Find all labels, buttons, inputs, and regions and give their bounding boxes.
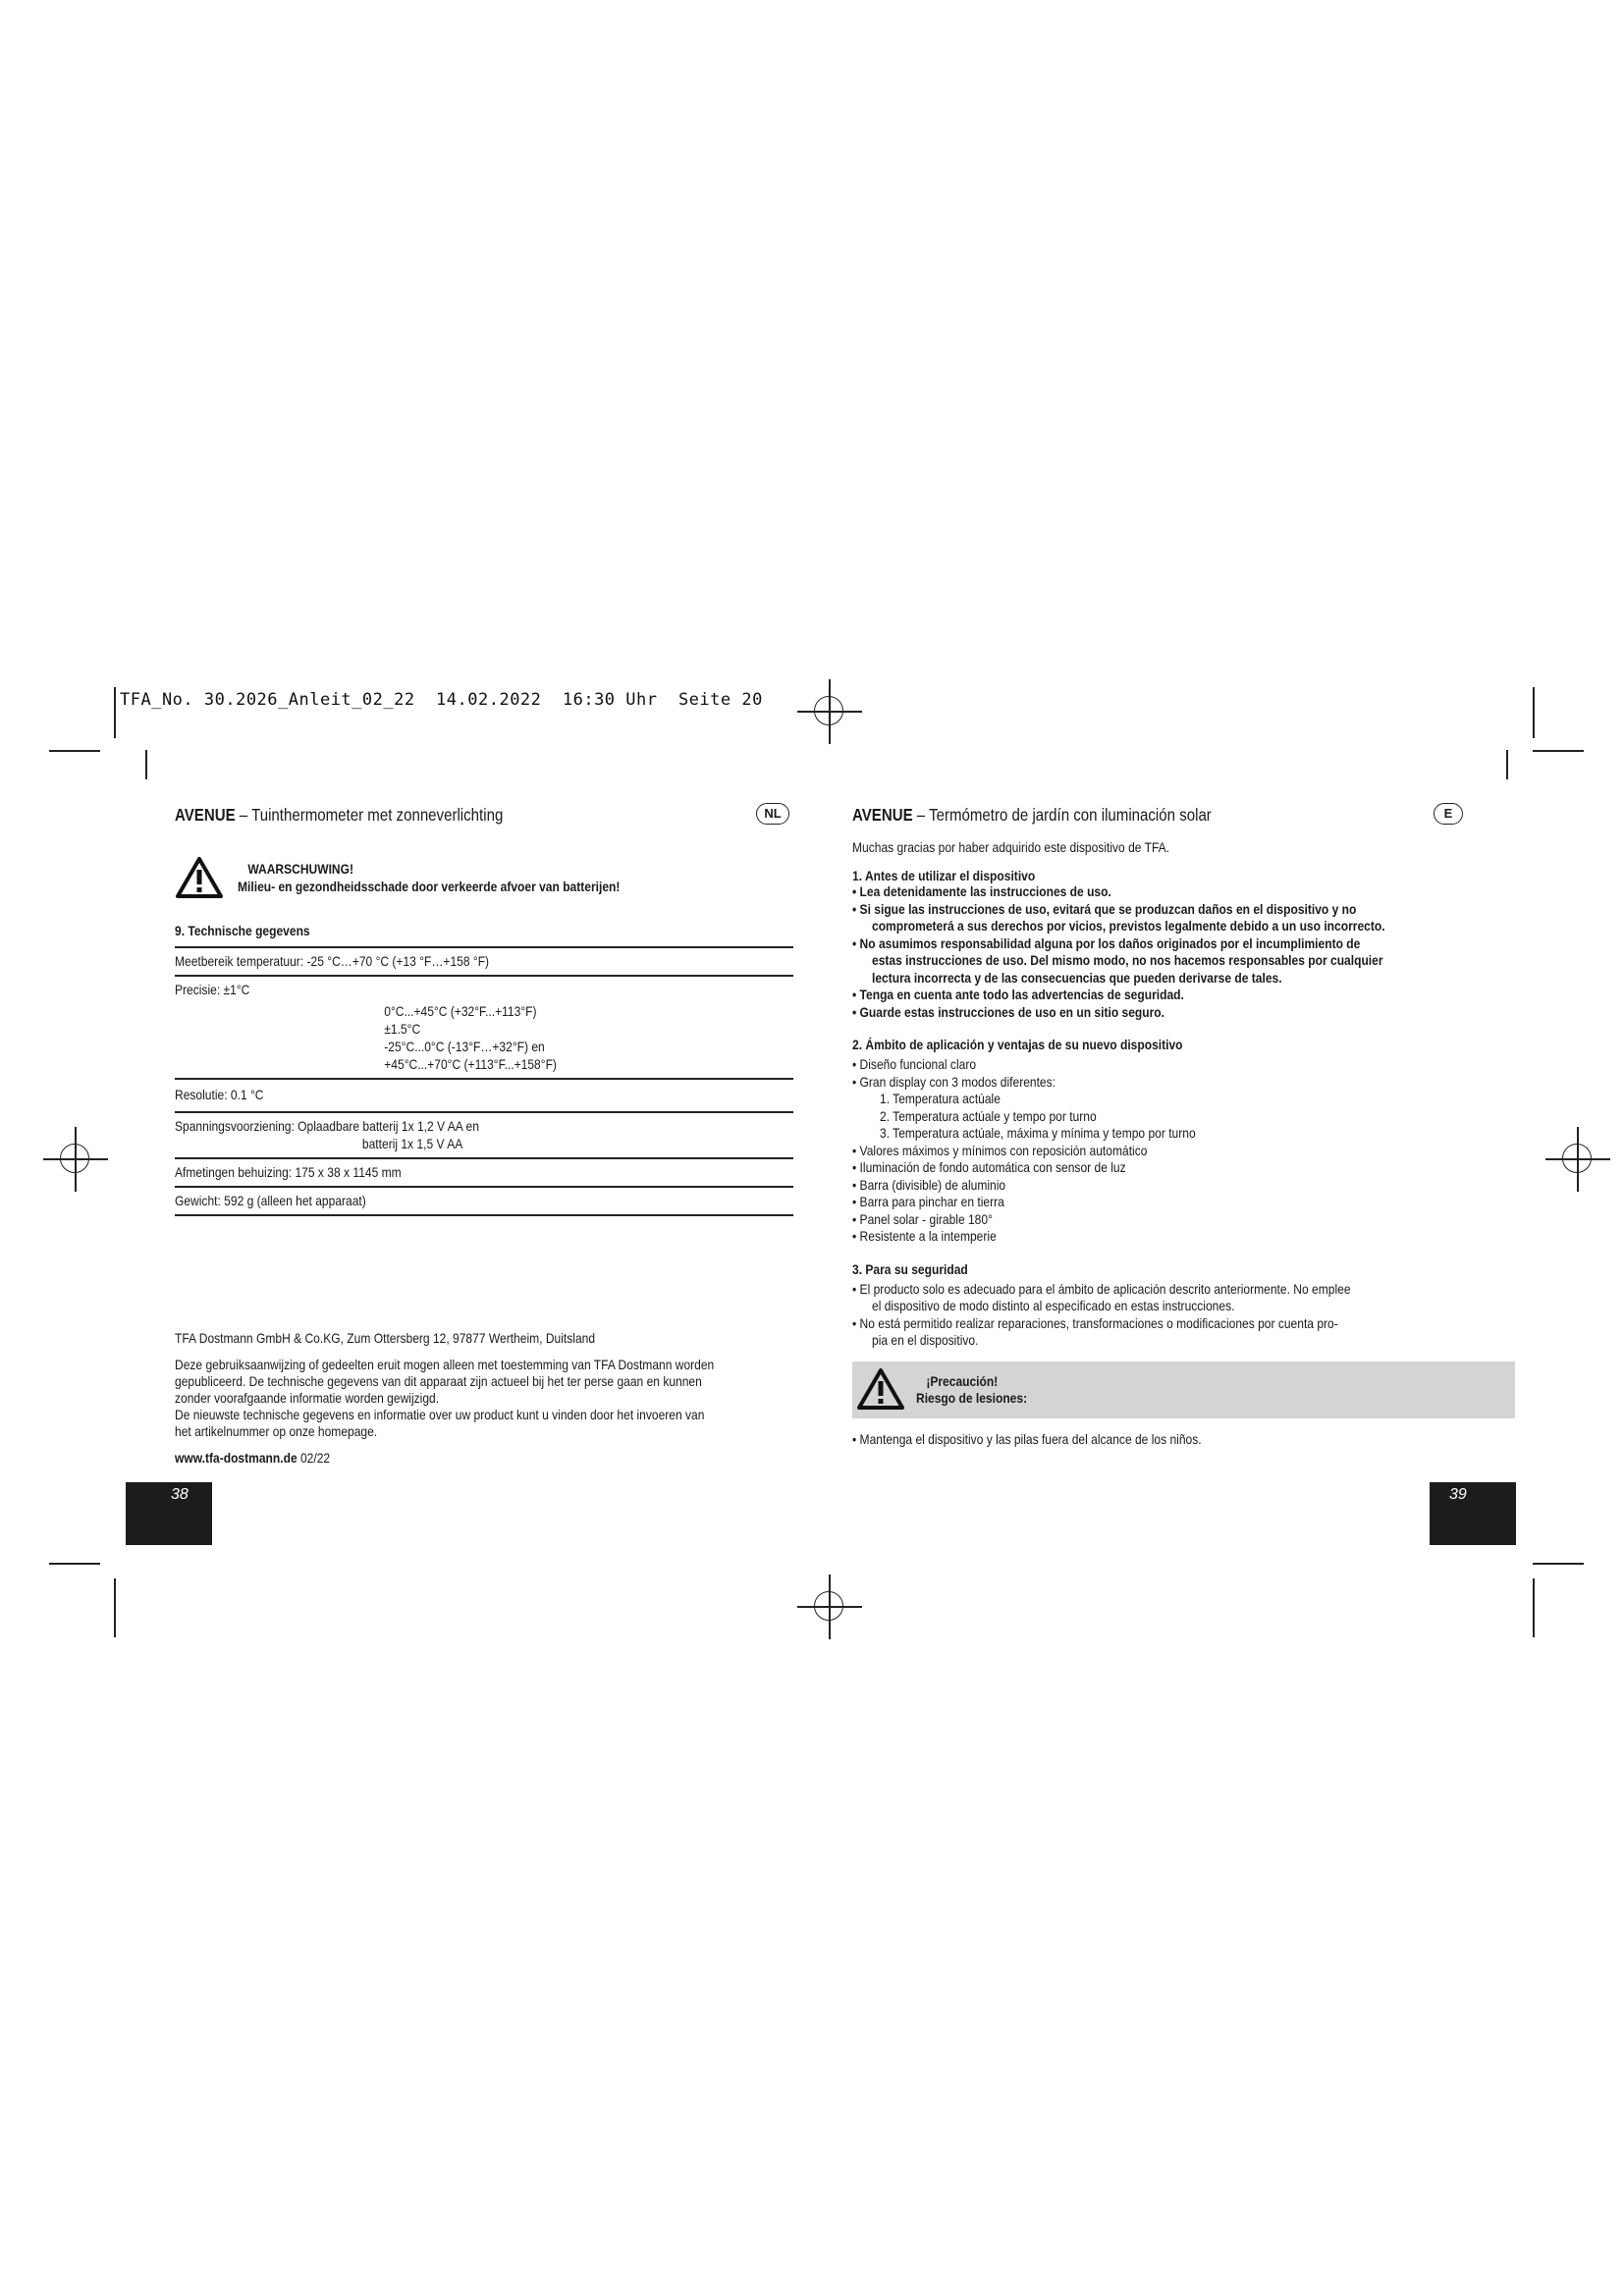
list-item: • Gran display con 3 modos diferentes: <box>852 1073 1056 1090</box>
page-title: AVENUE – Tuinthermometer met zonneverlichting <box>175 805 504 825</box>
caution-text: ¡Precaución! Riesgo de lesiones: <box>916 1372 1028 1406</box>
warning-text: WAARSCHUWING! Milieu- en gezondheidsschade door verkeerde afvoer van batterijen! <box>238 861 621 894</box>
list-item: • Valores máximos y mínimos con reposición automático <box>852 1142 1148 1158</box>
spec-row-precision: Precisie: ±1°C 0°C...+45°C (+32°F...+113°F) ±1.5°C -25°C...0°C (-13°F…+32°F) en +45°C...+70°C (+113°F...+158°F) <box>175 975 793 1078</box>
features-list <box>852 1056 1515 1246</box>
page-number: 38 <box>171 1486 189 1503</box>
spec-row-weight: Gewicht: 592 g (alleen het apparaat) <box>175 1186 793 1216</box>
legal-text-line: zonder voorafgaande informatie worden gewijzigd. <box>175 1390 440 1406</box>
list-item: • Panel solar - girable 180° <box>852 1210 993 1227</box>
safety-list <box>852 1281 1515 1350</box>
list-item: comprometerá a sus derechos por vicios, previstos legalmente debido a un uso incorrecto. <box>872 918 1385 934</box>
warning-triangle-icon <box>175 856 224 899</box>
warning-triangle-icon <box>856 1367 905 1411</box>
list-item: • Diseño funcional claro <box>852 1056 977 1072</box>
registration-mark-bottom <box>797 1575 862 1639</box>
company-address: TFA Dostmann GmbH & Co.KG, Zum Ottersberg 12, 97877 Wertheim, Duitsland <box>175 1330 596 1346</box>
registration-mark-top <box>797 679 862 744</box>
language-badge: NL <box>756 803 789 825</box>
crop-mark <box>145 750 147 779</box>
list-item: • Barra (divisible) de aluminio <box>852 1176 1006 1193</box>
crop-mark <box>1533 1563 1584 1565</box>
crop-mark <box>49 750 100 752</box>
intro-text: Muchas gracias por haber adquirido este dispositivo de TFA. <box>852 839 1170 855</box>
section-heading: 9. Technische gegevens <box>175 923 310 938</box>
spec-row-range: Meetbereik temperatuur: -25 °C…+70 °C (+13 °F…+158 °F) <box>175 946 793 975</box>
legal-text-line: het artikelnummer op onze homepage. <box>175 1423 378 1439</box>
page-number-box-right <box>1430 1482 1516 1545</box>
final-note: • Mantenga el dispositivo y las pilas fuera del alcance de los niños. <box>852 1430 1202 1447</box>
list-item: • Barra para pinchar en tierra <box>852 1194 1004 1209</box>
list-item: • Resistente a la intemperie <box>852 1228 997 1244</box>
website-line: www.tfa-dostmann.de 02/22 <box>175 1450 331 1466</box>
list-item: pia en el dispositivo. <box>872 1332 979 1348</box>
crop-mark <box>1533 687 1535 738</box>
caution-block <box>852 1362 1515 1418</box>
list-item: • El producto solo es adecuado para el ámbito de aplicación descrito anteriormente. No emplee <box>852 1280 1351 1297</box>
legal-text-line: De nieuwste technische gegevens en informatie over uw product kunt u vinden door het invoeren van <box>175 1407 705 1422</box>
list-item: el dispositivo de modo distinto al especificado en estas instrucciones. <box>872 1298 1235 1313</box>
spec-table <box>175 946 793 1216</box>
page-title: AVENUE – Termómetro de jardín con iluminación solar <box>852 805 1212 825</box>
list-item: • Si sigue las instrucciones de uso, evitará que se produzcan daños en el dispositivo y no <box>852 900 1357 917</box>
list-item: • No asumimos responsabilidad alguna por los daños originados por el incumplimiento de <box>852 934 1361 951</box>
crop-mark <box>49 1563 100 1565</box>
instructions-list <box>852 883 1515 1021</box>
print-slug: TFA_No. 30.2026_Anleit_02_22 14.02.2022 16:30 Uhr Seite 20 <box>120 690 763 710</box>
crop-mark <box>1533 1578 1535 1637</box>
page-right-es <box>852 805 1515 1448</box>
crop-mark <box>1533 750 1584 752</box>
list-item: • Iluminación de fondo automática con sensor de luz <box>852 1159 1126 1175</box>
website-link[interactable]: www.tfa-dostmann.de <box>175 1450 298 1466</box>
list-item: • Guarde estas instrucciones de uso en un sitio seguro. <box>852 1003 1165 1020</box>
page-number-box-left <box>126 1482 212 1545</box>
list-item: • Tenga en cuenta ante todo las advertencias de seguridad. <box>852 987 1184 1002</box>
registration-mark-left <box>43 1127 108 1192</box>
list-item: 1. Temperatura actúale <box>880 1091 1001 1106</box>
registration-mark-right <box>1545 1127 1610 1192</box>
spec-row-dimensions: Afmetingen behuizing: 175 x 38 x 1145 mm <box>175 1157 793 1186</box>
legal-text-line: gepubliceerd. De technische gegevens van dit apparaat zijn actueel bij het ter perse gaan en kunnen <box>175 1373 702 1389</box>
legal-text-line: Deze gebruiksaanwijzing of gedeelten eruit mogen alleen met toestemming van TFA Dostmann worden <box>175 1357 715 1372</box>
crop-mark <box>114 1578 116 1637</box>
section-heading: 2. Ámbito de aplicación y ventajas de su nuevo dispositivo <box>852 1037 1183 1052</box>
list-item: • Lea detenidamente las instrucciones de uso. <box>852 883 1111 899</box>
section-heading: 3. Para su seguridad <box>852 1260 968 1277</box>
language-badge: E <box>1434 803 1463 825</box>
list-item: 2. Temperatura actúale y tempo por turno <box>880 1107 1097 1124</box>
list-item: 3. Temperatura actúale, máxima y mínima y tempo por turno <box>880 1125 1196 1141</box>
spec-row-power: Spanningsvoorziening: Oplaadbare batterij 1x 1,2 V AA en batterij 1x 1,5 V AA <box>175 1111 793 1157</box>
list-item: lectura incorrecta y de las consecuencias que pueden derivarse de tales. <box>872 969 1282 986</box>
footer-left <box>175 1330 793 1467</box>
page-left-nl <box>175 805 793 1216</box>
spec-row-resolution: Resolutie: 0.1 °C <box>175 1078 793 1111</box>
list-item: • No está permitido realizar reparaciones, transformaciones o modificaciones por cuenta pro- <box>852 1314 1338 1331</box>
crop-mark <box>1506 750 1508 779</box>
page-number: 39 <box>1449 1486 1467 1503</box>
list-item: estas instrucciones de uso. Del mismo modo, no nos hacemos responsables por cualquier <box>872 952 1383 968</box>
section-heading: 1. Antes de utilizar el dispositivo <box>852 868 1036 883</box>
warning-block <box>175 856 793 905</box>
crop-mark <box>114 687 116 738</box>
